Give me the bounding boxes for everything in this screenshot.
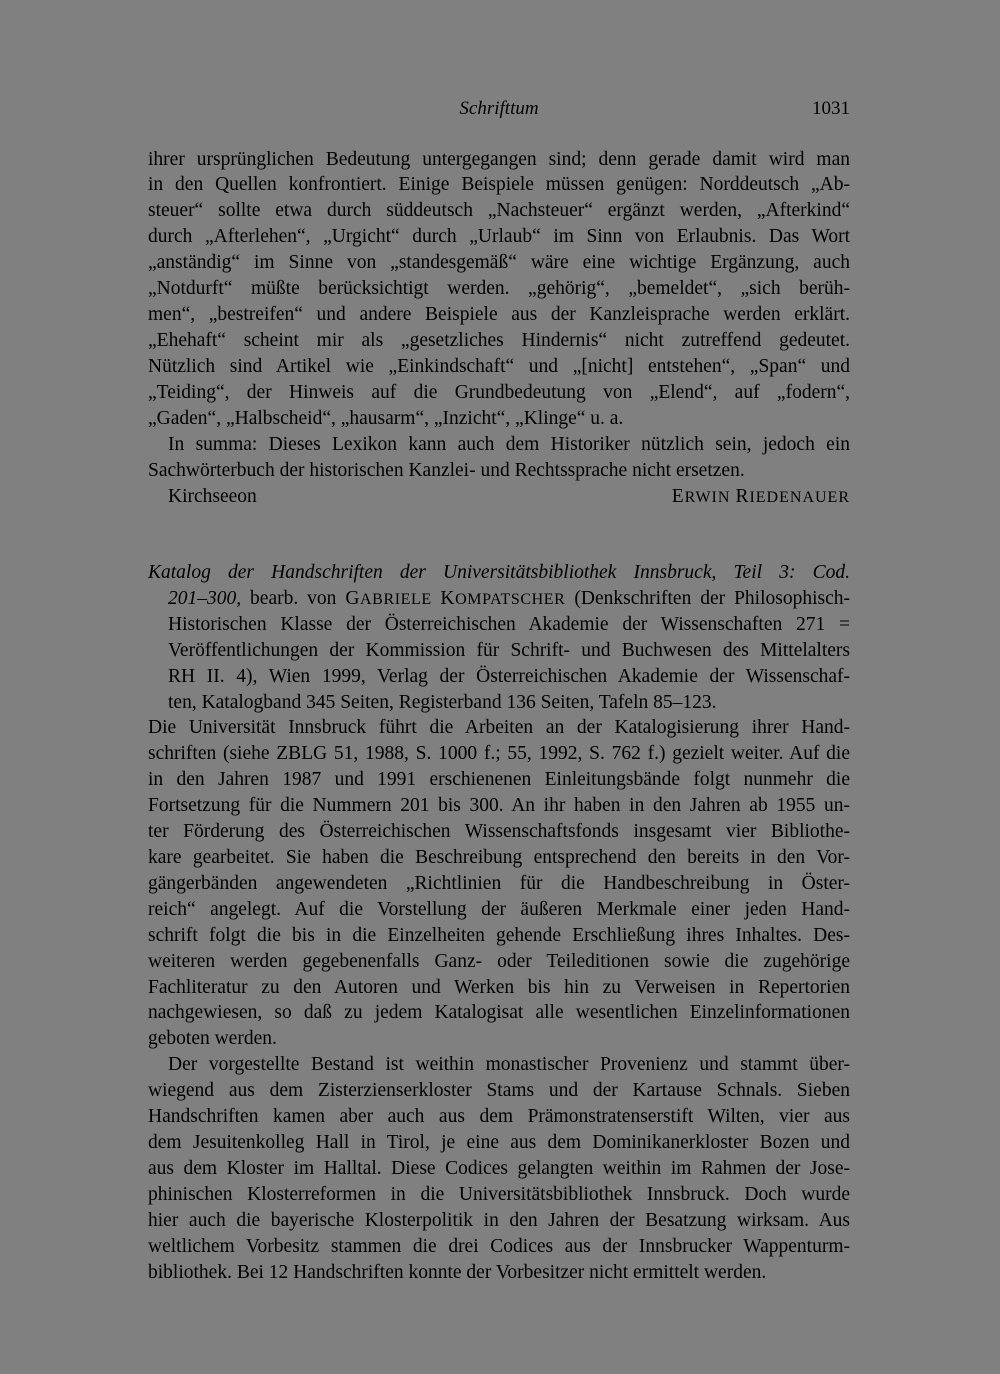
text-line: kare gearbeitet. Sie haben die Beschreibung entsprechend den bereits in den Vor- xyxy=(148,847,850,868)
text-line: weiteren werden gegebenenfalls Ganz- oder Teileditionen sowie die zugehörige xyxy=(148,951,850,972)
text-line: geboten werden. xyxy=(148,1028,277,1049)
text-line: wiegend aus dem Zisterzienserkloster Stams und der Kartause Schnals. Sieben xyxy=(148,1080,850,1101)
text-line: „anständig“ im Sinne von „standesgemäß“ wäre eine wichtige Ergänzung, auch xyxy=(148,252,850,273)
bibliography-line: 201–300, bearb. von GABRIELE KOMPATSCHER (Denkschriften der Philosophisch- xyxy=(168,588,850,609)
book-title: Katalog der Handschriften der Universitätsbibliothek Innsbruck, Teil 3: Cod. xyxy=(148,562,850,583)
text-line: phinischen Klosterreformen in die Universitätsbibliothek Innsbruck. Doch wurde xyxy=(148,1184,850,1205)
text-line: Fachliteratur zu den Autoren und Werken bis hin zu Verweisen in Repertorien xyxy=(148,977,850,998)
text-line: „Teiding“, der Hinweis auf die Grundbedeutung von „Elend“, auf „fodern“, xyxy=(148,382,850,403)
running-title: Schrifttum xyxy=(459,98,539,119)
reviewer-name: ERWIN RIEDENAUER xyxy=(671,486,850,507)
text-line: Die Universität Innsbruck führt die Arbeiten an der Katalogisierung ihrer Hand- xyxy=(148,717,850,738)
bibliography-line: Historischen Klasse der Österreichischen Akademie der Wissenschaften 271 = xyxy=(168,614,850,635)
text-line: dem Jesuitenkolleg Hall in Tirol, je eine aus dem Dominikanerkloster Bozen und xyxy=(148,1132,850,1153)
page-header xyxy=(148,96,850,124)
text-line: Der vorgestellte Bestand ist weithin monastischer Provenienz und stammt über- xyxy=(168,1054,850,1075)
text-line: Nützlich sind Artikel wie „Einkindschaft“ und „[nicht] entstehen“, „Span“ und xyxy=(148,356,850,377)
text-line: „Notdurft“ müßte berücksichtigt werden. „gehörig“, „bemeldet“, „sich berüh- xyxy=(148,278,850,299)
text-line: aus dem Kloster im Halltal. Diese Codices gelangten weithin im Rahmen der Jose- xyxy=(148,1158,850,1179)
text-line: reich“ angelegt. Auf die Vorstellung der äußeren Merkmale einer jeden Hand- xyxy=(148,899,850,920)
text-line: hier auch die bayerische Klosterpolitik in den Jahren der Besatzung wirksam. Aus xyxy=(148,1210,850,1231)
reviewer-place: Kirchseeon xyxy=(168,486,257,507)
text-line: in den Jahren 1987 und 1991 erschienenen Einleitungsbände folgt nunmehr die xyxy=(148,769,850,790)
text-line: steuer“ sollte etwa durch süddeutsch „Nachsteuer“ ergänzt werden, „Afterkind“ xyxy=(148,200,850,221)
bibliography-line: RH II. 4), Wien 1999, Verlag der Österreichischen Akademie der Wissenschaf- xyxy=(168,666,850,687)
text-line: „Ehehaft“ scheint mir als „gesetzliches Hindernis“ nicht zutreffend gedeutet. xyxy=(148,330,850,351)
bibliography-line: Veröffentlichungen der Kommission für Schrift- und Buchwesen des Mittelalters xyxy=(168,640,850,661)
text-line: ter Förderung des Österreichischen Wissenschaftsfonds insgesamt vier Bibliothe- xyxy=(148,821,850,842)
text-line: schriften (siehe ZBLG 51, 1988, S. 1000 f.; 55, 1992, S. 762 f.) gezielt weiter. Auf die xyxy=(148,743,850,764)
text-line: Fortsetzung für die Nummern 201 bis 300. An ihr haben in den Jahren ab 1955 un- xyxy=(148,795,850,816)
text-line: gängerbänden angewendeten „Richtlinien für die Handbeschreibung in Öster- xyxy=(148,873,850,894)
text-line: weltlichem Vorbesitz stammen die drei Codices aus der Innsbrucker Wappenturm- xyxy=(148,1236,850,1257)
text-line: bibliothek. Bei 12 Handschriften konnte der Vorbesitzer nicht ermittelt werden. xyxy=(148,1262,767,1283)
text-line: in den Quellen konfrontiert. Einige Beispiele müssen genügen: Norddeutsch „Ab- xyxy=(148,174,850,195)
text-line: Handschriften kamen aber auch aus dem Prämonstratenserstift Wilten, vier aus xyxy=(148,1106,850,1127)
text-line: schrift folgt die bis in die Einzelheiten gehende Erschließung ihres Inhaltes. Des- xyxy=(148,925,850,946)
text-line: „Gaden“, „Halbscheid“, „hausarm“, „Inzicht“, „Klinge“ u. a. xyxy=(148,408,624,429)
text-line: In summa: Dieses Lexikon kann auch dem Historiker nützlich sein, jedoch ein xyxy=(168,434,850,455)
text-line: men“, „bestreifen“ und andere Beispiele aus der Kanzleisprache werden erklärt. xyxy=(148,304,850,325)
text-line: ihrer ursprünglichen Bedeutung untergegangen sind; denn gerade damit wird man xyxy=(148,149,850,170)
editor-name: GABRIELE KOMPATSCHER xyxy=(345,588,566,609)
text-line: Sachwörterbuch der historischen Kanzlei- und Rechtssprache nicht ersetzen. xyxy=(148,460,745,481)
text-line: nachgewiesen, so daß zu jedem Katalogisat alle wesentlichen Einzelinformationen xyxy=(148,1002,850,1023)
page-number: 1031 xyxy=(812,98,850,119)
text-line: durch „Afterlehen“, „Urgicht“ durch „Urlaub“ im Sinn von Erlaubnis. Das Wort xyxy=(148,226,850,247)
bibliography-line: ten, Katalogband 345 Seiten, Registerband 136 Seiten, Tafeln 85–123. xyxy=(168,692,717,713)
